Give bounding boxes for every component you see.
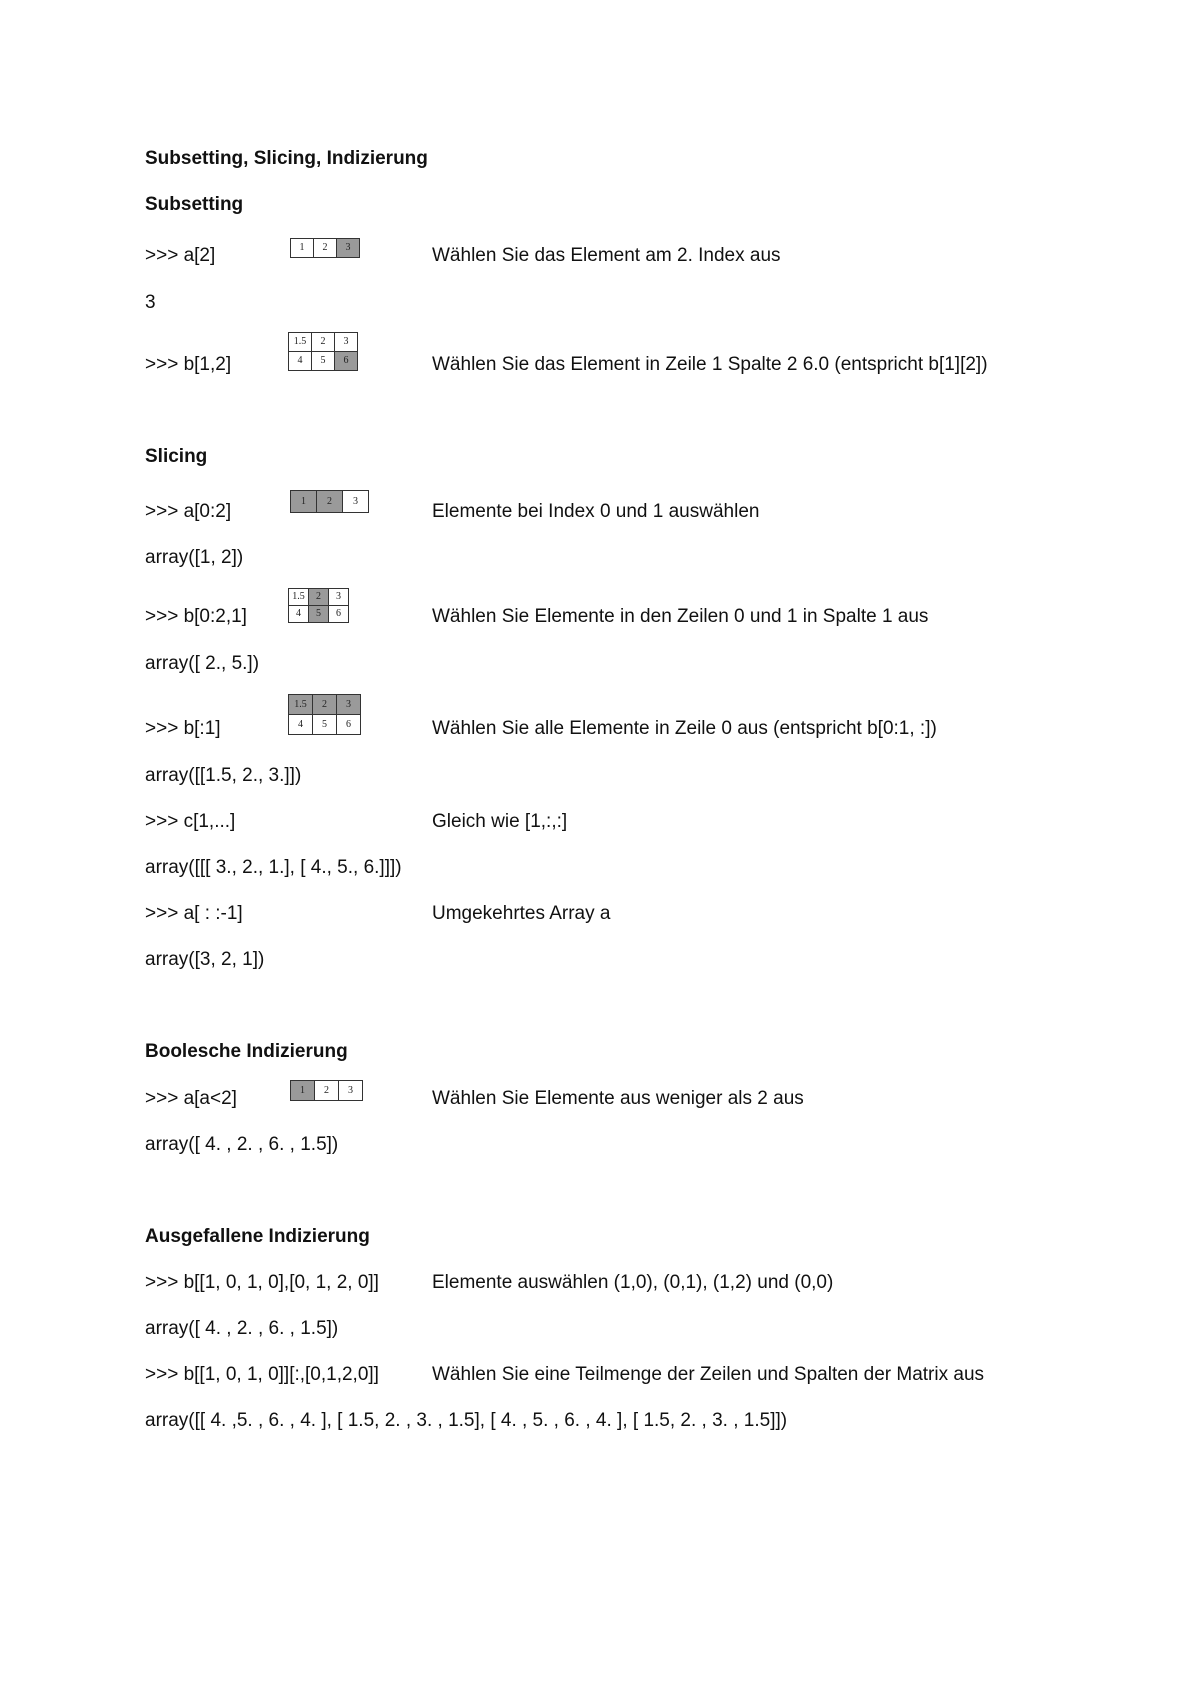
array-cell: 6 [329, 606, 348, 622]
description: Umgekehrtes Array a [432, 903, 611, 924]
selected-cell: 6 [335, 352, 357, 370]
description: Wählen Sie Elemente aus weniger als 2 aus [432, 1088, 804, 1109]
description: Elemente bei Index 0 und 1 auswählen [432, 501, 760, 522]
array-diagram [290, 1080, 363, 1101]
array-grid [288, 332, 358, 371]
array-cell: 5 [313, 715, 336, 734]
array-grid [288, 588, 349, 623]
heading-fancy-indexing: Ausgefallene Indizierung [145, 1226, 370, 1247]
matrix-diagram [288, 694, 361, 735]
array-cell: 3 [339, 1081, 362, 1100]
array-cell: 3 [329, 589, 348, 605]
selected-cell: 3 [337, 239, 359, 257]
heading-slicing: Slicing [145, 446, 208, 467]
selected-cell: 1 [291, 491, 316, 512]
selected-cell: 3 [337, 695, 360, 714]
array-diagram [290, 490, 369, 513]
array-cell: 2 [312, 333, 334, 351]
array-cell: 1.5 [289, 333, 311, 351]
array-cell: 4 [289, 606, 308, 622]
array-cell: 2 [314, 239, 336, 257]
selected-cell: 2 [313, 695, 336, 714]
selected-cell: 1.5 [289, 695, 312, 714]
array-grid [290, 238, 360, 258]
description: Wählen Sie das Element in Zeile 1 Spalte 2 6.0 (entspricht b[1][2]) [432, 354, 988, 375]
selected-cell: 2 [317, 491, 342, 512]
array-cell: 1 [291, 239, 313, 257]
array-grid [290, 490, 369, 513]
code-line: >>> a[0:2] [145, 501, 232, 522]
array-cell: 4 [289, 352, 311, 370]
array-cell: 2 [315, 1081, 338, 1100]
description: Wählen Sie alle Elemente in Zeile 0 aus (entspricht b[0:1, :]) [432, 718, 937, 739]
array-cell: 6 [337, 715, 360, 734]
array-cell: 1.5 [289, 589, 308, 605]
description: Wählen Sie Elemente in den Zeilen 0 und 1 in Spalte 1 aus [432, 606, 929, 627]
description: Wählen Sie das Element am 2. Index aus [432, 245, 781, 266]
array-cell: 4 [289, 715, 312, 734]
code-line: >>> a[2] [145, 245, 216, 266]
page-title: Subsetting, Slicing, Indizierung [145, 148, 428, 169]
array-grid [290, 1080, 363, 1101]
code-line: >>> b[1,2] [145, 354, 232, 375]
array-cell: 3 [343, 491, 368, 512]
array-cell: 3 [335, 333, 357, 351]
code-line: >>> b[0:2,1] [145, 606, 247, 627]
output-line: array([[1.5, 2., 3.]]) [145, 765, 302, 786]
output-line: array([1, 2]) [145, 547, 244, 568]
code-line: >>> a[a<2] [145, 1088, 237, 1109]
description: Elemente auswählen (1,0), (0,1), (1,2) und (0,0) [432, 1272, 834, 1293]
array-cell: 5 [312, 352, 334, 370]
output-line: array([ 2., 5.]) [145, 653, 260, 674]
code-line: >>> b[[1, 0, 1, 0]][:,[0,1,2,0]] [145, 1364, 379, 1385]
selected-cell: 5 [309, 606, 328, 622]
heading-boolean-indexing: Boolesche Indizierung [145, 1041, 348, 1062]
output-line: array([ 4. , 2. , 6. , 1.5]) [145, 1318, 339, 1339]
array-grid [288, 694, 361, 735]
output-line: array([[ 4. ,5. , 6. , 4. ], [ 1.5, 2. , 3. , 1.5], [ 4. , 5. , 6. , 4. ], [ 1.5, 2. , 3. , 1.5]]) [145, 1410, 788, 1431]
output-line: array([[[ 3., 2., 1.], [ 4., 5., 6.]]]) [145, 857, 402, 878]
array-diagram [290, 238, 360, 258]
selected-cell: 2 [309, 589, 328, 605]
code-line: >>> a[ : :-1] [145, 903, 243, 924]
description: Wählen Sie eine Teilmenge der Zeilen und Spalten der Matrix aus [432, 1364, 985, 1385]
output-line: array([3, 2, 1]) [145, 949, 265, 970]
matrix-diagram [288, 588, 349, 623]
code-line: >>> c[1,...] [145, 811, 236, 832]
output-line: 3 [145, 292, 156, 313]
matrix-diagram [288, 332, 358, 371]
description: Gleich wie [1,:,:] [432, 811, 568, 832]
selected-cell: 1 [291, 1081, 314, 1100]
code-line: >>> b[[1, 0, 1, 0],[0, 1, 2, 0]] [145, 1272, 379, 1293]
heading-subsetting: Subsetting [145, 194, 244, 215]
code-line: >>> b[:1] [145, 718, 221, 739]
output-line: array([ 4. , 2. , 6. , 1.5]) [145, 1134, 339, 1155]
